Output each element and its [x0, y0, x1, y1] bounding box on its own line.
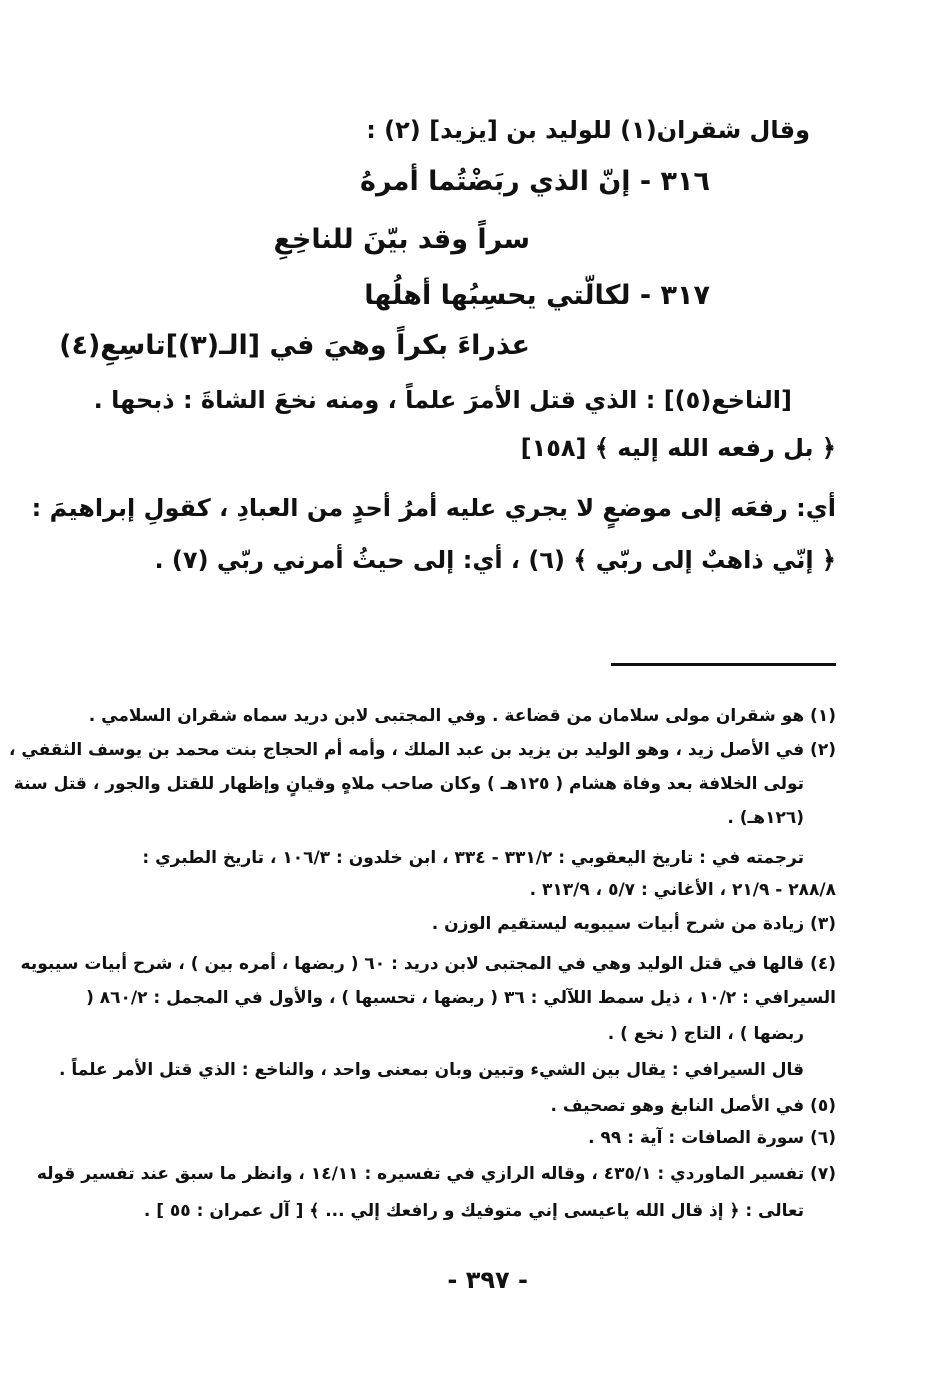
commentary-line-1: أي: رفعَه إلى موضعٍ لا يجري عليه أمرُ أحدٍ من العبادِ ، كقولِ إبراهيمَ :	[31, 494, 836, 522]
footnote-7: (٧) تفسير الماوردي : ٤٣٥/١ ، وقاله الرازي في تفسيره : ١٤/١١ ، وانظر ما سبق عند تفسير قوله	[36, 1164, 836, 1184]
footnote-2-cont-2: (١٢٦هـ) .	[727, 808, 804, 828]
footnote-4-cont-3: قال السيرافي : يقال بين الشيء وتبين وبان بمعنى واحد ، والناخع : الذي قتل الأمر علماً .	[58, 1060, 804, 1080]
quran-verse-line: ﴿ بل رفعه الله إليه ﴾ [١٥٨]	[520, 434, 836, 462]
verse-317-first-half: ٣١٧ - لكالّتي يحسِبُها أهلُها	[364, 280, 710, 311]
intro-line: وقال شقران(١) للوليد بن [يزيد] (٢) :	[366, 116, 810, 144]
footnote-3: (٣) زيادة من شرح أبيات سيبويه ليستقيم الوزن .	[431, 914, 836, 934]
page-number: - ٣٩٧ -	[447, 1266, 528, 1294]
commentary-line-2: ﴿ إنّي ذاهبٌ إلى ربّي ﴾ (٦) ، أي: إلى حيثُ أمرني ربّي (٧) .	[154, 546, 836, 574]
footnote-4-cont-1: السيرافي : ١٠/٢ ، ذيل سمط اللآلي : ٣٦ ( ربضها ، تحسبها ) ، والأول في المجمل : ٨٦٠/٢ (	[86, 988, 836, 1008]
verse-316-second-half: سراً وقد بيّنَ للناخِعِ	[273, 224, 530, 255]
footnote-2-cont-4: ٢٨٨/٨ - ٢١/٩ ، الأغاني : ٥/٧ ، ٣١٣/٩ .	[529, 880, 836, 900]
footnote-4-cont-2: ربضها ) ، التاج ( نخع ) .	[607, 1024, 804, 1044]
gloss-line: [الناخع(٥)] : الذي قتل الأمرَ علماً ، ومنه نخعَ الشاةَ : ذبحها .	[93, 386, 792, 414]
footnote-6: (٦) سورة الصافات : آية : ٩٩ .	[588, 1128, 836, 1148]
footnote-4: (٤) قالها في قتل الوليد وهي في المجتبى لابن دريد : ٦٠ ( ربضها ، أمره بين ) ، شرح أبيات سيبويه	[20, 954, 836, 974]
verse-317-second-half: عذراءَ بكراً وهيَ في [الـ(٣)]تاسِعِ(٤)	[59, 330, 530, 361]
footnote-2-cont-1: تولى الخلافة بعد وفاة هشام ( ١٢٥هـ ) وكان صاحب ملاهٍ وقيانٍ وإظهار للقتل والجور ، قتل سنة	[13, 774, 804, 794]
footnote-7-cont-1: تعالى : ﴿ إذ قال الله ياعيسى إني متوفيك و رافعك إلي ... ﴾ [ آل عمران : ٥٥ ] .	[143, 1201, 804, 1221]
footnote-2-cont-3: ترجمته في : تاريخ اليعقوبي : ٣٣١/٢ - ٣٣٤ ، ابن خلدون : ١٠٦/٣ ، تاريخ الطبري :	[142, 848, 804, 868]
verse-316-first-half: ٣١٦ - إنّ الذي ربَضْتُما أمرهُ	[360, 166, 710, 197]
footnote-separator	[611, 663, 836, 666]
footnote-2: (٢) في الأصل زيد ، وهو الوليد بن يزيد بن عبد الملك ، وأمه أم الحجاج بنت محمد بن يوسف الثقفي ،	[9, 740, 836, 760]
footnote-5: (٥) في الأصل النابغ وهو تصحيف .	[550, 1096, 836, 1116]
footnote-1: (١) هو شقران مولى سلامان من قضاعة . وفي المجتبى لابن دريد سماه شقران السلامي .	[88, 706, 836, 726]
